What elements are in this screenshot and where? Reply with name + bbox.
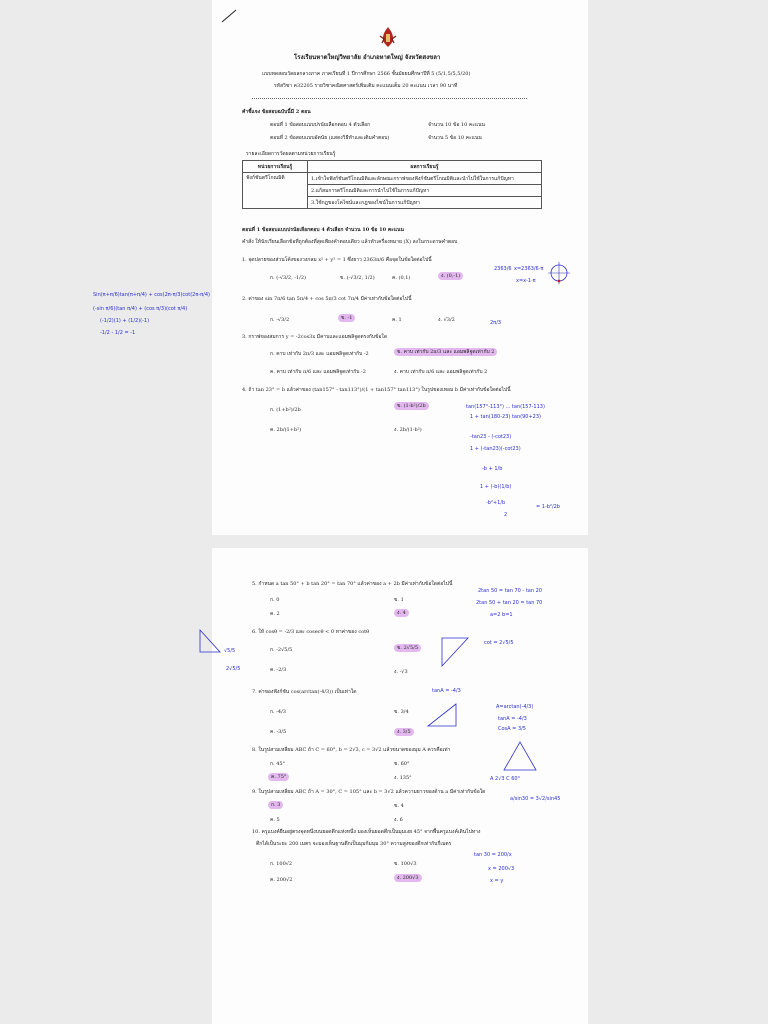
instructions-title: คำชี้แจง ข้อสอบฉบับนี้มี 2 ตอน	[242, 109, 311, 115]
instructions-part1-count: จำนวน 10 ข้อ 10 คะแนน	[428, 122, 485, 128]
handwritten-q4-7: -b²+1/b	[486, 500, 506, 506]
handwritten-q9: a/sin30 = 3√2/sin45	[510, 796, 561, 802]
handwritten-q10-3: x = y	[490, 878, 504, 884]
school-emblem	[379, 26, 397, 48]
handwritten-q8: A 2√3 C 60°	[490, 776, 521, 782]
unit-name: ฟังก์ชันตรีโกณมิติ	[243, 173, 308, 209]
q1-choice-a[interactable]: ก. (-√3/2, -1/2)	[270, 275, 306, 281]
handwritten-q3: 2π/3	[490, 320, 502, 326]
q2-choice-c[interactable]: ค. 1	[392, 317, 402, 323]
q7-choice-a[interactable]: ก. -4/3	[270, 709, 286, 715]
col-unit-header: หน่วยการเรียนรู้	[243, 161, 308, 173]
question-3-stem: 3. กราฟของสมการ y = -2cos3x มีคาบและแอมพลิจูดตรงกับข้อใด	[242, 334, 388, 340]
handwritten-q4-5: -b + 1/b	[482, 466, 503, 472]
q7-choice-d-selected[interactable]: ง. 3/5	[394, 728, 414, 736]
q2-choice-a[interactable]: ก. -√3/2	[270, 317, 290, 323]
handwritten-q1-a: 2363/6	[494, 266, 512, 272]
handwritten-q1-c: x=x-1·π	[516, 278, 536, 284]
triangle-sketch-q6	[196, 626, 224, 656]
instructions-part2: ตอนที่ 2 ข้อสอบแบบอัตนัย (แสดงวิธีทำและเติมคำตอบ)	[270, 135, 390, 141]
q3-choice-d[interactable]: ง. คาบ เท่ากับ π/6 และ แอมพลิจูดเท่ากับ 2	[394, 369, 488, 375]
triangle-sketch-q7	[426, 702, 458, 728]
question-8-stem: 8. ในรูปสามเหลี่ยม ABC ถ้า C = 60°, b = 2√3, c = 3√2 แล้วขนาดของมุม A ควรคือเท่า	[252, 747, 451, 753]
divider	[252, 98, 527, 99]
col-outcome-header: ผลการเรียนรู้	[308, 161, 542, 173]
school-name: โรงเรียนหาดใหญ่วิทยาลัย อำเภอหาดใหญ่ จังหวัดสงขลา	[294, 54, 441, 61]
q8-choice-a[interactable]: ก. 45°	[270, 761, 286, 767]
handwritten-q1-b: x=2363/6·π	[514, 266, 544, 272]
question-1-stem: 1. จุดปลายของส่วนโค้งของวงกลม x² + y² = 1 ซึ่งยาว 2363π/6 คือจุดในข้อใดต่อไปนี้	[242, 257, 432, 263]
handwritten-q4-9: = 1-b²/2b	[536, 504, 560, 510]
question-7-stem: 7. ค่าของฟังก์ชัน cos(arctan(-4/3)) เป็นเท่าใด	[252, 689, 357, 695]
q1-choice-d-selected[interactable]: ง. (0,-1)	[438, 272, 463, 280]
q5-choice-b[interactable]: ข. 1	[394, 597, 404, 603]
q7-choice-c[interactable]: ค. -3/5	[270, 729, 287, 735]
q10-choice-a[interactable]: ก. 100√2	[270, 861, 293, 867]
exam-page-2	[212, 548, 588, 1024]
q4-choice-c[interactable]: ค. 2b/(1+b²)	[270, 427, 302, 433]
handwritten-q5-3: a=2 b=1	[490, 612, 513, 618]
q6-choice-a[interactable]: ก. -2√5/5	[270, 647, 293, 653]
q10-choice-b[interactable]: ข. 100√3	[394, 861, 417, 867]
handwritten-q10-1: tan 30 = 200/x	[474, 852, 512, 858]
question-5-stem: 5. กำหนด a tan 50° + b tan 20° = tan 70° แล้วค่าของ a + 2b มีค่าเท่ากับข้อใดต่อไปนี้	[252, 581, 453, 587]
q10-choice-d-selected[interactable]: ง. 200√3	[394, 874, 422, 882]
q3-choice-a[interactable]: ก. คาบ เท่ากับ 2π/3 และ แอมพลิจูดเท่ากับ -2	[270, 351, 369, 357]
handwritten-q6-left: √5/5	[224, 648, 236, 654]
q9-choice-c[interactable]: ค. 5	[270, 817, 280, 823]
handwritten-q2-line3: (-1/2)(1) + (1/2)(-1)	[100, 318, 150, 324]
q2-choice-b-selected[interactable]: ข. -1	[338, 314, 355, 322]
q4-choice-d[interactable]: ง. 2b/(1-b²)	[394, 427, 422, 433]
question-10-stem: 10. ครูแบงค์ยืนอยู่ตรงจุดหนึ่งบนยอดตึกแห่งหนึ่ง มองเห็นยอดตึกเป็นมุมเงย 45° จากพื้นครูแบงค์เดินไปทาง	[252, 829, 481, 835]
triangle-sketch-q8	[500, 738, 540, 774]
unit-circle-sketch	[548, 262, 570, 284]
q8-choice-b[interactable]: ข. 60°	[394, 761, 410, 767]
q8-choice-c-selected[interactable]: ค. 75°	[268, 773, 289, 781]
q1-choice-b[interactable]: ข. (-√3/2, 1/2)	[340, 275, 375, 281]
q8-choice-d[interactable]: ง. 135°	[394, 775, 412, 781]
pen-stroke	[220, 8, 238, 24]
instructions-part2-count: จำนวน 5 ข้อ 10 คะแนน	[428, 135, 482, 141]
handwritten-q4-6: 1 + (-b)(1/b)	[480, 484, 512, 490]
handwritten-q7-1: tanA = -4/3	[432, 688, 461, 694]
course-line: รหัสวิชา ค32205 รายวิชาคณิตศาสตร์เพิ่มเติม คะแนนเต็ม 20 คะแนน เวลา 90 นาที	[274, 83, 458, 89]
q10-choice-c[interactable]: ค. 200√2	[270, 877, 293, 883]
handwritten-q4-4: 1 + (-tan23)(-cot23)	[470, 446, 521, 452]
part1-title: ตอนที่ 1 ข้อสอบแบบปรนัยเลือกตอบ 4 ตัวเลือก จำนวน 10 ข้อ 10 คะแนน	[242, 227, 404, 233]
handwritten-q4-8: 2	[504, 512, 508, 518]
question-2-stem: 2. ค่าของ sin 7π/6 tan 5π/4 + cos 5π/3 cot 7π/4 มีค่าเท่ากับข้อใดต่อไปนี้	[242, 296, 412, 302]
handwritten-q4-3: -tan23 - (-cot23)	[470, 434, 512, 440]
q2-choice-d[interactable]: ง. √3/2	[438, 317, 455, 323]
handwritten-q7-4: CosA = 3/5	[498, 726, 526, 732]
handwritten-q5-1: 2tan 50 = tan 70 - tan 20	[478, 588, 542, 594]
q4-choice-b-selected[interactable]: ข. (1-b²)/2b	[394, 402, 429, 410]
handwritten-q2-line4: -1/2 - 1/2 = -1	[100, 330, 136, 336]
q7-choice-b[interactable]: ข. 3/4	[394, 709, 409, 715]
handwritten-q2-line1: Sin(π+π/6)tan(π+π/4) + cos(2π-π/3)cot(2π-π/4)	[93, 292, 210, 298]
outcome-row: 3.ใช้กฎของโคไซน์และกฎของไซน์ในการแก้ปัญหา	[308, 197, 542, 209]
handwritten-q2-line2: (-sin π/6)(tan π/4) + (cos π/3)(cot π/4)	[93, 306, 188, 312]
outcome-row: 2.แก้สมการตรีโกณมิติและการนำไปใช้ในการแก้ปัญหา	[308, 185, 542, 197]
part1-instruction: คำสั่ง ให้นักเรียนเลือกข้อที่ถูกต้องที่สุดเพียงคำตอบเดียว แล้วทำเครื่องหมาย (X) ลงในกระดาษคำตอบ	[242, 239, 458, 245]
instructions-part1: ตอนที่ 1 ข้อสอบแบบปรนัยเลือกตอบ 4 ตัวเลือก	[270, 122, 371, 128]
outcome-row: 1.เข้าใจฟังก์ชันตรีโกณมิติและลักษณะกราฟของฟังก์ชันตรีโกณมิติและนำไปใช้ในการแก้ปัญหา	[308, 173, 542, 185]
handwritten-q7-3: tanA = -4/3	[498, 716, 527, 722]
q6-choice-c[interactable]: ค. -2/3	[270, 667, 287, 673]
handwritten-q6-right: cot = 2√5/5	[484, 640, 514, 646]
q9-choice-d[interactable]: ง. 6	[394, 817, 403, 823]
handwritten-q5-2: 2tan 50 + tan 20 = tan 70	[476, 600, 543, 606]
q1-choice-c[interactable]: ค. (0,1)	[392, 275, 411, 281]
question-9-stem: 9. ในรูปสามเหลี่ยม ABC ถ้า A = 30°, C = 105° และ b = 3√2 แล้วความยาวของด้าน a มีค่าเท่ากับข้อใด	[252, 789, 486, 795]
q5-choice-a[interactable]: ก. 0	[270, 597, 280, 603]
q9-choice-b[interactable]: ข. 4	[394, 803, 404, 809]
handwritten-q4-1: tan(157°-113°) ... tan(157-113)	[466, 404, 545, 410]
triangle-sketch-q6b	[434, 634, 474, 670]
q3-choice-b-selected[interactable]: ข. คาบ เท่ากับ 2π/3 และ แอมพลิจูดเท่ากับ 2	[394, 348, 497, 356]
q6-choice-d[interactable]: ง. -√3	[394, 669, 408, 675]
handwritten-q10-2: x = 200√3	[488, 866, 515, 872]
q6-choice-b-selected[interactable]: ข. 2√5/5	[394, 644, 421, 652]
question-4-stem: 4. ถ้า tan 23° = b แล้วค่าของ (tan157° - tan113°)/(1 + tan157° tan113°) ในรูปของเทอม b มีค่าเท่ากับข้อใดต่อไปนี้	[242, 387, 511, 393]
q9-choice-a-selected[interactable]: ก. 3	[268, 801, 283, 809]
handwritten-q6-left2: 2√5/5	[226, 666, 241, 672]
handwritten-q4-2: 1 + tan(180-23) tan(90+23)	[470, 414, 541, 420]
outcomes-label: รายละเอียดการวัดผลตามหน่วยการเรียนรู้	[246, 151, 336, 157]
exam-title: แบบทดสอบวัดผลกลางภาค ภาคเรียนที่ 1 ปีการศึกษา 2566 ชั้นมัธยมศึกษาปีที่ 5 (5/1,5/5,5/20)	[262, 71, 471, 77]
q3-choice-c[interactable]: ค. คาบ เท่ากับ π/6 และ แอมพลิจูดเท่ากับ -2	[270, 369, 366, 375]
outcomes-table	[242, 160, 542, 209]
q5-choice-d-selected[interactable]: ง. 4	[394, 609, 409, 617]
question-6-stem: 6. ให้ cosθ = -2/3 และ cosecθ < 0 หาค่าของ cotθ	[252, 629, 370, 635]
q5-choice-c[interactable]: ค. 2	[270, 611, 280, 617]
q4-choice-a[interactable]: ก. (1+b²)/2b	[270, 407, 301, 413]
question-10-stem-cont: ตึกได้เป็นระยะ 200 เมตร จะมองเห็นฐานตึกเป็นมุมก้มมุม 30° ความสูงของตึกเท่ากับกี่เมตร	[256, 841, 452, 847]
handwritten-q7-2: A=arctan(-4/3)	[496, 704, 534, 710]
